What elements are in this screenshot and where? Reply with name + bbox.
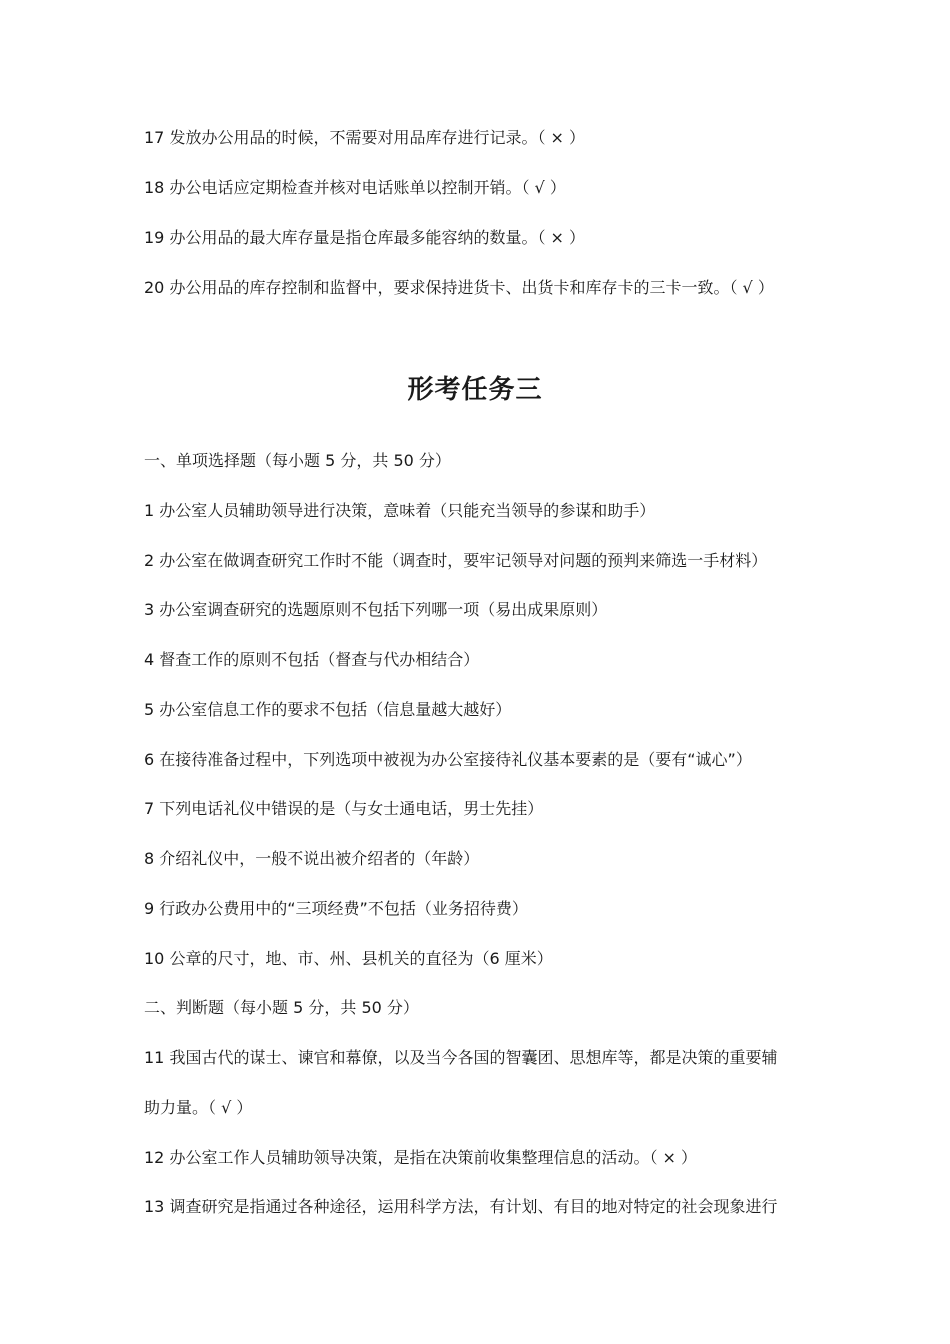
judgment-item-12: 12 办公室工作人员辅助领导决策，是指在决策前收集整理信息的活动。（ × ） — [144, 1148, 698, 1167]
judgment-item-11: 11 我国古代的谋士、谏官和幕僚，以及当今各国的智囊团、思想库等，都是决策的重要辅 — [144, 1048, 778, 1067]
section-title: 形考任务三 — [407, 375, 543, 405]
judgment-item-18: 18 办公电话应定期检查并核对电话账单以控制开销。（ √ ） — [144, 178, 566, 197]
choice-item-9: 9 行政办公费用中的“三项经费”不包括（业务招待费） — [144, 899, 528, 918]
judgment-item-17: 17 发放办公用品的时候，不需要对用品库存进行记录。（ × ） — [144, 128, 586, 147]
true-false-heading: 二、判断题（每小题 5 分，共 50 分） — [144, 998, 419, 1017]
choice-item-4: 4 督查工作的原则不包括（督查与代办相结合） — [144, 650, 480, 669]
judgment-item-13: 13 调查研究是指通过各种途径，运用科学方法，有计划、有目的地对特定的社会现象进行 — [144, 1197, 778, 1216]
judgment-item-19: 19 办公用品的最大库存量是指仓库最多能容纳的数量。（ × ） — [144, 228, 586, 247]
choice-item-3: 3 办公室调查研究的选题原则不包括下列哪一项（易出成果原则） — [144, 600, 608, 619]
choice-item-6: 6 在接待准备过程中，下列选项中被视为办公室接待礼仪基本要素的是（要有“诚心”） — [144, 750, 752, 769]
choice-item-1: 1 办公室人员辅助领导进行决策，意味着（只能充当领导的参谋和助手） — [144, 501, 656, 520]
choice-item-2: 2 办公室在做调查研究工作时不能（调查时，要牢记领导对问题的预判来筛选一手材料） — [144, 551, 768, 570]
choice-item-8: 8 介绍礼仪中，一般不说出被介绍者的（年龄） — [144, 849, 480, 868]
judgment-item-20: 20 办公用品的库存控制和监督中，要求保持进货卡、出货卡和库存卡的三卡一致。（ √ ） — [144, 278, 774, 297]
choice-item-5: 5 办公室信息工作的要求不包括（信息量越大越好） — [144, 700, 512, 719]
single-choice-heading: 一、单项选择题（每小题 5 分，共 50 分） — [144, 451, 451, 470]
choice-item-10: 10 公章的尺寸，地、市、州、县机关的直径为（6 厘米） — [144, 949, 553, 968]
choice-item-7: 7 下列电话礼仪中错误的是（与女士通电话，男士先挂） — [144, 799, 544, 818]
judgment-item-11-continued: 助力量。（ √ ） — [144, 1098, 253, 1117]
